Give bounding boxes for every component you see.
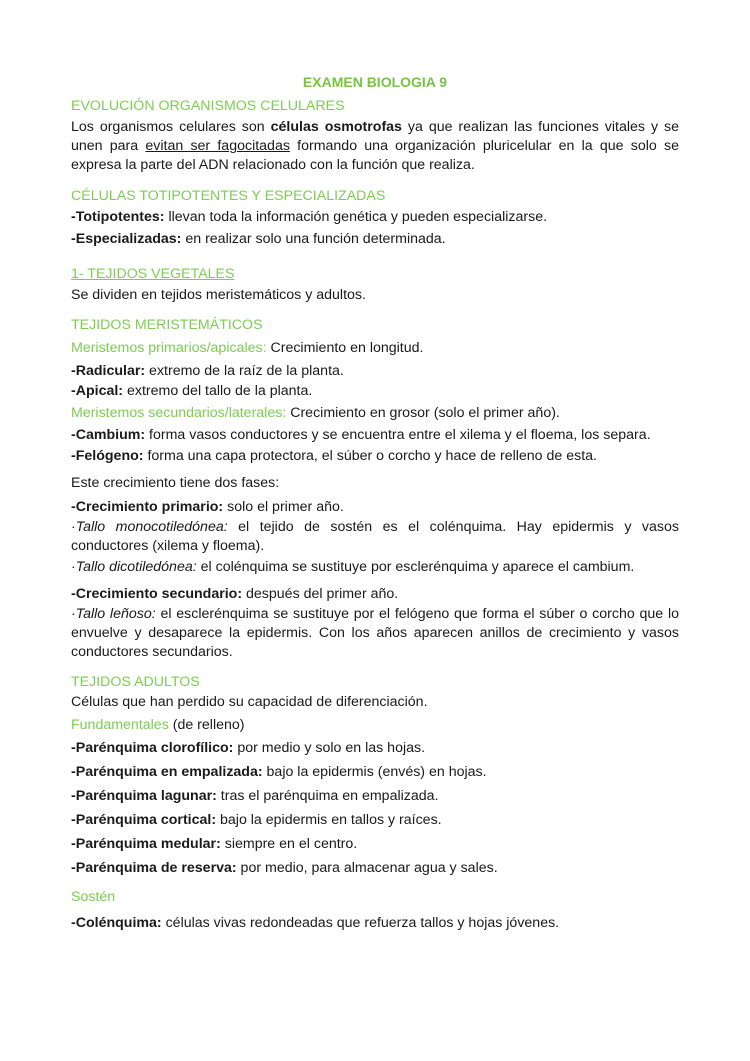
document-page (71, 72, 679, 933)
item-text: en realizar solo una función determinada. (181, 231, 446, 247)
item-apical (71, 382, 679, 401)
bold-term: células osmotrofas (270, 119, 402, 135)
item-crecimiento-primario (71, 498, 679, 517)
paragraph-tejidos-vegetales: Se dividen en tejidos meristemáticos y adultos. (71, 287, 366, 303)
item-parenquima (71, 859, 679, 878)
item-term: -Parénquima cortical: (71, 812, 217, 828)
item-term: -Radicular: (71, 363, 146, 379)
item-text: extremo de la raíz de la planta. (145, 363, 344, 379)
green-label: Meristemos secundarios/laterales: (71, 405, 287, 421)
phases-intro: Este crecimiento tiene dos fases: (71, 475, 280, 491)
item-tallo-monocotiledonea (71, 518, 679, 556)
item-totipotentes (71, 208, 679, 227)
item-term: -Parénquima de reserva: (71, 860, 237, 876)
meristemos-primarios (71, 339, 679, 358)
green-label: Meristemos primarios/apicales: (71, 340, 267, 356)
heading-evolucion: EVOLUCIÓN ORGANISMOS CELULARES (71, 98, 345, 114)
item-text: forma vasos conductores y se encuentra entre el xilema y el floema, los separa. (145, 427, 651, 443)
item-text: tras el parénquima en empalizada. (216, 788, 439, 804)
italic-term: ·Tallo monocotiledónea: (71, 519, 228, 535)
item-text: llevan toda la información genética y pueden especializarse. (164, 209, 548, 225)
heading-text: 1- TEJIDOS VEGETALES (71, 266, 235, 282)
document-title: EXAMEN BIOLOGIA 9 (302, 74, 448, 90)
item-tallo-lenoso (71, 605, 679, 662)
item-term: -Especializadas: (71, 231, 182, 247)
item-crecimiento-secundario (71, 585, 679, 604)
item-parenquima (71, 811, 679, 830)
item-text: extremo del tallo de la planta. (123, 383, 313, 399)
item-felogeno (71, 447, 679, 466)
item-term: -Parénquima clorofílico: (71, 740, 234, 756)
item-term: -Totipotentes: (71, 209, 165, 225)
item-text: bajo la epidermis (envés) en hojas. (262, 764, 487, 780)
paragraph-tejidos-adultos: Células que han perdido su capacidad de diferenciación. (71, 694, 428, 710)
item-text: el tejido de sostén es el colénquima. Hay epidermis y vasos conductores (xilema y floema). (71, 519, 679, 554)
item-parenquima (71, 739, 679, 758)
heading-tejidos-vegetales (71, 264, 679, 284)
item-term: -Crecimiento secundario: (71, 586, 243, 602)
item-text: solo el primer año. (223, 499, 344, 515)
item-text: forma una capa protectora, el súber o corcho y hace de relleno de esta. (143, 448, 597, 464)
label-text: Crecimiento en grosor (solo el primer año). (286, 405, 560, 421)
text-fragment: Los organismos celulares son (71, 119, 271, 135)
item-text: por medio, para almacenar agua y sales. (236, 860, 498, 876)
item-term: -Crecimiento primario: (71, 499, 224, 515)
item-parenquima (71, 787, 679, 806)
item-text: el colénquima se sustituye por esclerénquima y aparece el cambium. (196, 559, 635, 575)
sosten-label: Sostén (71, 889, 116, 905)
item-term: -Parénquima lagunar: (71, 788, 217, 804)
heading-celulas: CÉLULAS TOTIPOTENTES Y ESPECIALIZADAS (71, 188, 386, 204)
item-term: -Parénquima medular: (71, 836, 221, 852)
item-parenquima (71, 835, 679, 854)
italic-term: ·Tallo dicotiledónea: (71, 559, 197, 575)
item-term: -Felógeno: (71, 448, 144, 464)
item-colenquima (71, 914, 679, 933)
item-parenquima (71, 763, 679, 782)
heading-meristematicos: TEJIDOS MERISTEMÁTICOS (71, 317, 263, 333)
item-radicular (71, 362, 679, 381)
item-text: siempre en el centro. (220, 836, 358, 852)
item-cambium (71, 426, 679, 445)
item-text: por medio y solo en las hojas. (233, 740, 426, 756)
item-text: el esclerénquima se sustituye por el felógeno que forma el súber o corcho que lo envuelve y desaparece la epidermis. Con los años aparecen anillos de crecimiento y vasos conductores secundarios. (71, 606, 679, 660)
item-term: -Apical: (71, 383, 124, 399)
heading-tejidos-adultos: TEJIDOS ADULTOS (71, 674, 200, 690)
item-text: células vivas redondeadas que refuerza tallos y hojas jóvenes. (161, 915, 560, 931)
fundamentales-label (71, 716, 679, 735)
item-tallo-dicotiledonea (71, 558, 679, 577)
green-label: Fundamentales (71, 717, 169, 733)
item-text: bajo la epidermis en tallos y raíces. (216, 812, 442, 828)
italic-term: ·Tallo leñoso: (71, 606, 156, 622)
underlined-term: evitan ser fagocitadas (145, 138, 290, 154)
item-especializadas (71, 230, 679, 249)
meristemos-secundarios (71, 404, 679, 423)
item-term: -Parénquima en empalizada: (71, 764, 263, 780)
text-fragment: ya que realizan las funciones vitales y se unen para (71, 119, 679, 154)
item-term: -Cambium: (71, 427, 146, 443)
label-text: Crecimiento en longitud. (266, 340, 424, 356)
text-fragment: formando una organización pluricelular en la que solo se expresa la parte del ADN relacionado con la función que realiza. (71, 138, 679, 173)
paragraph-evolucion (71, 118, 679, 175)
label-text: (de relleno) (168, 717, 245, 733)
item-term: -Colénquima: (71, 915, 162, 931)
item-text: después del primer año. (242, 586, 399, 602)
